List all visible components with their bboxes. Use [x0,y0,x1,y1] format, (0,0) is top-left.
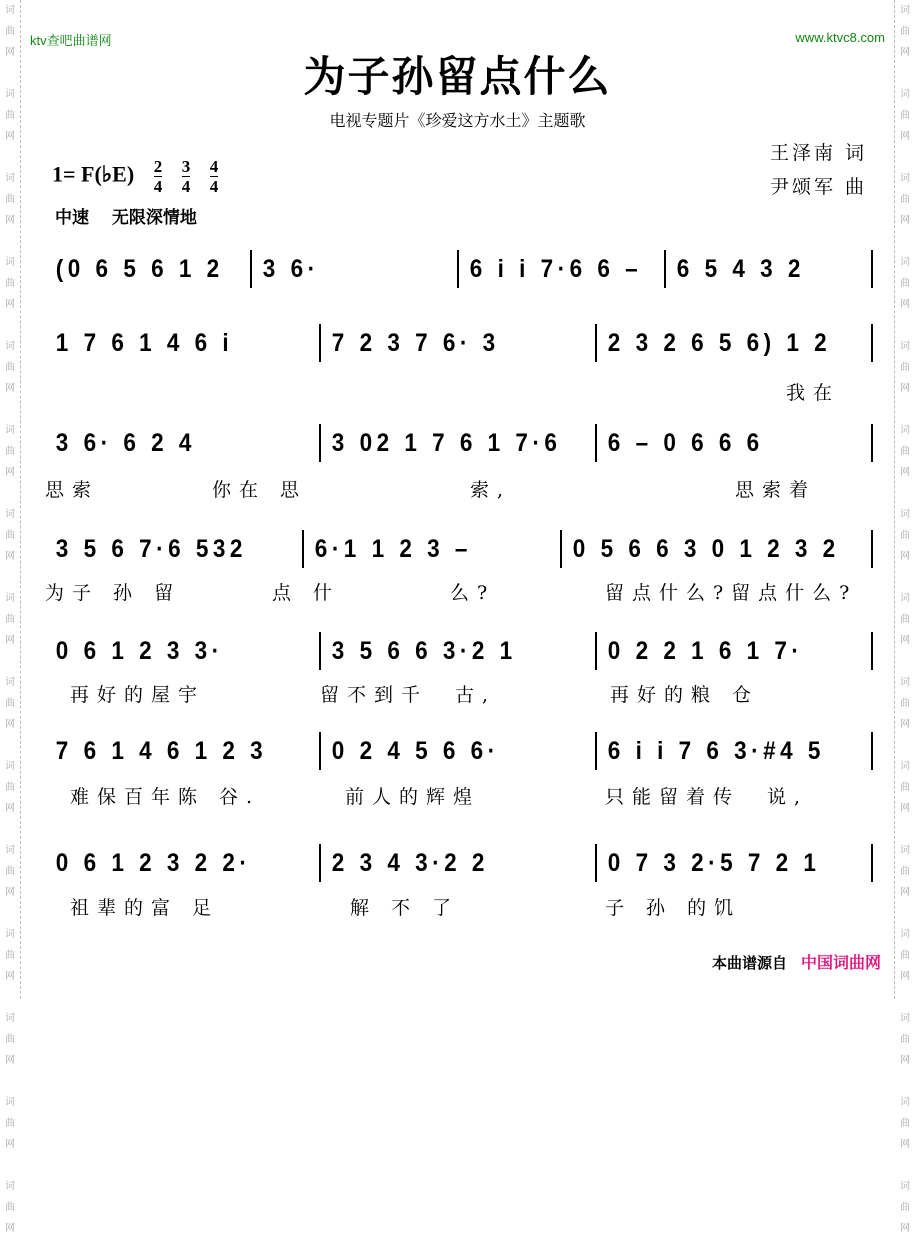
source-site-link[interactable]: 中国词曲网 [800,953,881,972]
lyric-text: 思索着 [735,479,817,501]
measure: 0 6 1 2 3 3· [55,636,224,665]
measure: 3 6· 6 2 4 [55,428,196,457]
lyric-text: 为子 孙 留 [45,582,182,604]
source-label: 本曲谱源自 [711,954,787,972]
measure: (0 6 5 6 1 2 [55,254,224,283]
staff-row [45,528,873,570]
lyric-text: 留不到千 古, [320,684,497,706]
measure: 6 5 4 3 2 [676,254,805,283]
lyric-text: 再好的粮 仓 [610,684,760,706]
measure: 0 5 6 6 3 0 1 2 3 2 [573,534,841,563]
measure: 6 i i 7·6 6 – [469,254,643,283]
song-subtitle: 电视专题片《珍爱这方水土》主题歌 [329,111,586,130]
measure: 0 7 3 2·5 7 2 1 [607,848,821,877]
measure: 6 i i 7 6 3·#4 5 [607,736,825,765]
bar-line [871,732,873,770]
staff-row [45,842,873,884]
measure: 7 2 3 7 6· 3 [331,328,500,357]
bar-line [871,250,873,288]
site-name-left: ktv查吧曲谱网 [30,33,112,48]
measure: 6 – 0 6 6 6 [607,428,764,457]
lyric-text: 点 什 [272,582,341,604]
bar-line [871,844,873,882]
lyric-text: 再好的屋宇 [70,684,206,706]
bar-line [871,324,873,362]
time-signature: $\frac{4}{4}$ [209,157,219,196]
bar-line [871,530,873,568]
staff-row [45,322,873,364]
lyric-text: 我在 [786,382,841,404]
measure: 7 6 1 4 6 1 2 3 [55,736,268,765]
measure: 0 2 4 5 6 6· [331,736,500,765]
key-signature [52,158,218,195]
time-signature: $\frac{2}{4}$ [153,157,163,196]
measure: 6·1 1 2 3 – [314,534,472,563]
bar-line [871,632,873,670]
lyric-text: 祖辈的富 足 [70,897,220,919]
measure: 3 02 1 7 6 1 7·6 [331,428,562,457]
lyric-text: 索, [470,479,512,501]
lyric-text: 难保百年陈 谷. [70,786,261,808]
song-title: 为子孙留点什么 [303,52,612,101]
staff-row [45,422,873,464]
key-text: 1= F(♭E) [52,161,135,187]
measure: 0 2 2 1 6 1 7· [607,636,804,665]
staff-row [45,248,873,290]
bar-line [871,424,873,462]
measure: 2 3 4 3·2 2 [331,848,489,877]
staff-row [45,630,873,672]
lyricist: 王泽南 词 [769,142,867,164]
lyric-text: 你在 思 [212,479,308,501]
tempo-marking: 中速 无限深情地 [55,208,197,228]
measure: 3 5 6 7·6 532 [55,534,247,563]
lyric-text: 前人的辉煌 [345,786,481,808]
site-url-right: www.ktvc8.com [795,30,885,45]
footer-source [712,950,881,973]
staff-row [45,730,873,772]
lyric-text: 子 孙 的饥 [605,897,742,919]
measure: 3 5 6 6 3·2 1 [331,636,517,665]
measure: 3 6· [262,254,320,283]
lyric-text: 思索 [45,479,100,501]
measure: 2 3 2 6 5 6) 1 2 [607,328,832,357]
measure: 0 6 1 2 3 2 2· [55,848,252,877]
composer: 尹颂军 曲 [769,176,867,198]
lyric-text: 留点什么?留点什么? [605,582,858,604]
measure: 1 7 6 1 4 6 i [55,328,234,357]
lyric-text: 只能留着传 说, [605,786,809,808]
time-signature: $\frac{3}{4}$ [181,157,191,196]
lyric-text: 解 不 了 [350,897,460,919]
watermark-right: 词 曲 网 词 曲 网 词 曲 网 词 曲 网 词 曲 网 词 曲 网 词 曲 网 词 曲 网 词 曲 网 词 曲 网 词 曲 网 词 曲 网 词 曲 网 词 曲 网 词 曲 网 [894,0,915,999]
lyric-text: 么? [450,582,496,604]
watermark-left: 词 曲 网 词 曲 网 词 曲 网 词 曲 网 词 曲 网 词 曲 网 词 曲 网 词 曲 网 词 曲 网 词 曲 网 词 曲 网 词 曲 网 词 曲 网 词 曲 网 词 曲 网 [0,0,21,999]
